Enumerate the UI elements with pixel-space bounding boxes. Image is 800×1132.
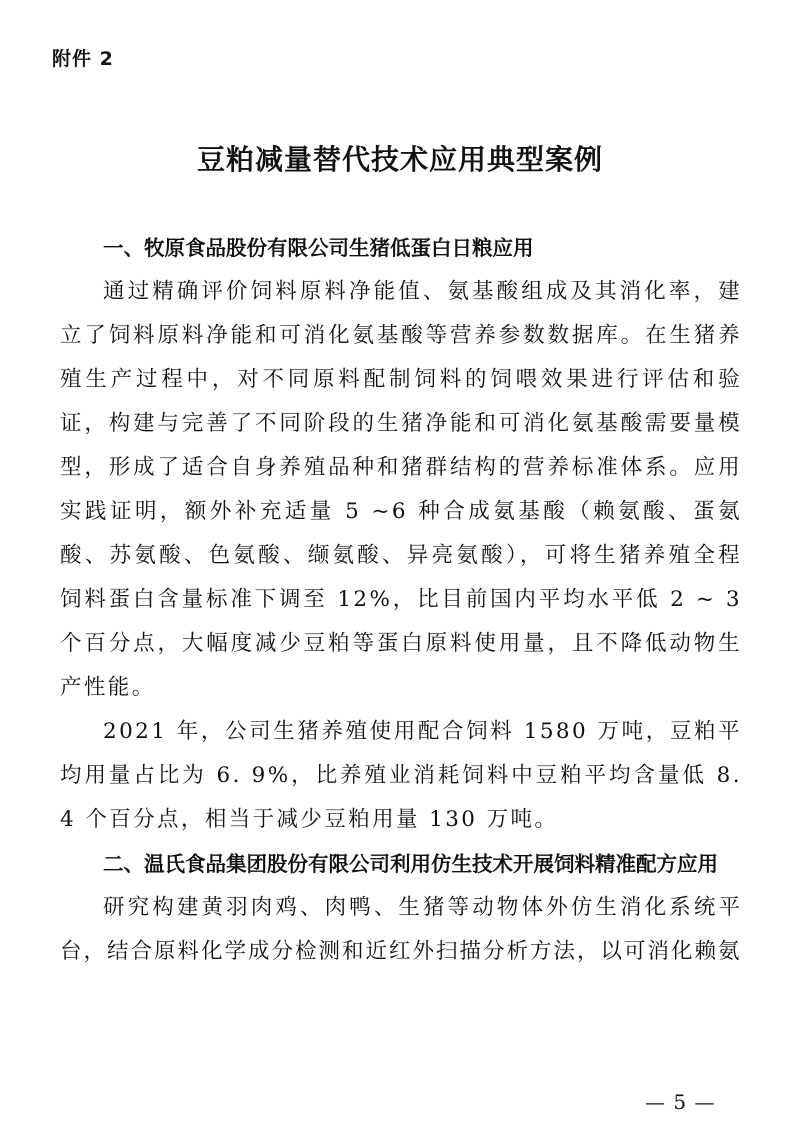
attachment-label: 附件 2 — [52, 48, 114, 70]
section-1-paragraph-1: 通过精确评价饲料原料净能值、氨基酸组成及其消化率，建立了饲料原料净能和可消化氨基酸等营养参数数据库。在生猪养殖生产过程中，对不同原料配制饲料的饲喂效果进行评估和验证，构建与完善了不同阶段的生猪净能和可消化氨基酸需要量模型，形成了适合自身养殖品种和猪群结构的营养标准体系。应用实践证明，额外补充适量 5 ~6 种合成氨基酸（赖氨酸、蛋氨酸、苏氨酸、色氨酸、缬氨酸、异亮氨酸），可将生猪养殖全程饲料蛋白含量标准下调至 12%，比目前国内平均水平低 2 ~ 3 个百分点，大幅度减少豆粕等蛋白原料使用量，且不降低动物生产性能。 — [60, 279, 742, 700]
document-body — [60, 226, 742, 974]
page-number: — 5 — — [645, 1090, 716, 1114]
section-heading-1: 一、牧原食品股份有限公司生猪低蛋白日粮应用 — [103, 236, 534, 260]
section-2-paragraph-1: 研究构建黄羽肉鸡、肉鸭、生猪等动物体外仿生消化系统平台，结合原料化学成分检测和近红外扫描分析方法，以可消化赖氨 — [60, 895, 742, 964]
section-heading-2: 二、温氏食品集团股份有限公司利用仿生技术开展饲料精准配方应用 — [103, 852, 718, 876]
document-title: 豆粕减量替代技术应用典型案例 — [196, 143, 603, 176]
section-1-paragraph-2: 2021 年，公司生猪养殖使用配合饲料 1580 万吨，豆粕平均用量占比为 6. 9%，比养殖业消耗饲料中豆粕平均含量低 8. 4 个百分点，相当于减少豆粕用量 130 万吨。 — [60, 719, 742, 832]
